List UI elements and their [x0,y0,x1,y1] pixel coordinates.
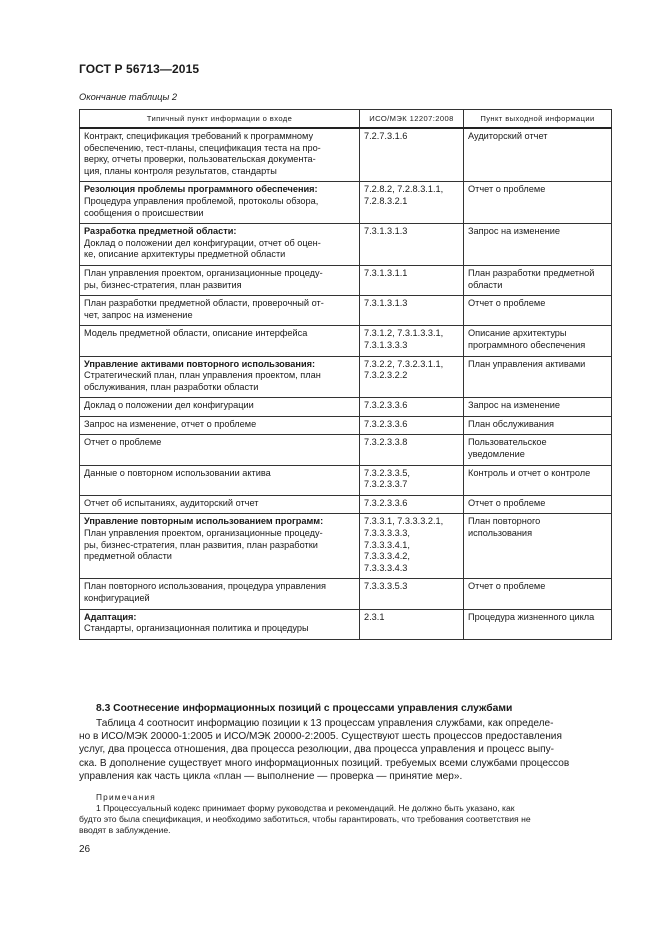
iso-clause-line: 2.3.1 [364,611,385,622]
table-row [80,416,612,435]
cell-text-line: сообщения о происшествии [84,207,204,218]
note-line: вводят в заблуждение. [79,825,171,836]
cell-input-info [80,128,360,182]
iso-clause-line: 7.3.2.3.3.8 [364,437,408,448]
info-table [79,109,612,640]
iso-clause-line: 7.3.2.3.3.6 [364,418,408,429]
cell-output-info [464,579,612,609]
table-row [80,296,612,326]
table-caption: Окончание таблицы 2 [79,92,178,102]
table-row [80,128,612,182]
iso-clause-line: 7.3.2.3.3.6 [364,400,408,411]
cell-input-info [80,514,360,579]
cell-input-info [80,356,360,398]
column-header-iso: ИСО/МЭК 12207:2008 [360,110,464,129]
section-title: 8.3 Соотнесение информационных позиций с процессами управления службами [96,703,513,714]
cell-iso-reference [360,465,464,495]
output-text-line: Отчет о проблеме [468,497,546,508]
cell-iso-reference [360,356,464,398]
note-1 [79,803,611,837]
output-text-line: План обслуживания [468,418,554,429]
cell-input-info [80,579,360,609]
cell-output-info [464,495,612,514]
cell-text-line: обеспечению, тест-планы, спецификация теста на про- [84,142,321,153]
cell-text-line: Стандарты, организационная политика и процедуры [84,623,309,634]
output-text-line: План повторного [468,516,541,527]
output-text-line: программного обеспечения [468,339,586,350]
cell-input-info [80,609,360,639]
cell-iso-reference [360,182,464,224]
page-number: 26 [79,844,91,855]
output-text-line: План управления активами [468,358,586,369]
cell-text-line: ры, бизнес-стратегия, план развития [84,279,242,290]
cell-text-line: Процедура управления проблемой, протоколы обзора, [84,195,319,206]
cell-iso-reference [360,224,464,266]
iso-clause-line: 7.3.1.2, 7.3.1.3.3.1, [364,328,444,339]
iso-clause-line: 7.3.3.3.4.3 [364,562,408,573]
cell-text-line: Модель предметной области, описание интерфейса [84,328,308,339]
cell-output-info [464,609,612,639]
cell-input-info [80,416,360,435]
table-row [80,326,612,356]
iso-clause-line: 7.3.3.1, 7.3.3.3.2.1, [364,516,444,527]
table-row [80,465,612,495]
cell-input-info [80,265,360,295]
iso-clause-line: 7.3.2.3.3.5, [364,467,410,478]
cell-text-line: Данные о повторном использовании актива [84,467,271,478]
output-text-line: Пользовательское [468,437,547,448]
column-header-output: Пункт выходной информации [464,110,612,129]
cell-output-info [464,416,612,435]
output-text-line: области [468,279,503,290]
document-header: ГОСТ Р 56713—2015 [79,62,200,76]
table-row [80,182,612,224]
table-row [80,224,612,266]
iso-clause-line: 7.2.7.3.1.6 [364,131,408,141]
row-group-title: Резолюция проблемы программного обеспечения: [84,184,318,195]
iso-clause-line: 7.3.1.3.1.1 [364,267,408,278]
cell-text-line: Доклад о положении дел конфигурации, отчет об оцен- [84,237,321,248]
cell-iso-reference [360,514,464,579]
cell-text-line: конфигурацией [84,593,150,603]
paragraph-line: но в ИСО/МЭК 20000-1:2005 и ИСО/МЭК 20000-2:2005. Существуют шесть процессов предоставления [79,731,562,743]
cell-iso-reference [360,296,464,326]
iso-clause-line: 7.3.3.3.4.2, [364,551,410,562]
cell-input-info [80,465,360,495]
cell-input-info [80,224,360,266]
output-text-line: Отчет о проблеме [468,298,546,309]
cell-text-line: обслуживания, план разработки области [84,381,259,392]
cell-output-info [464,224,612,266]
paragraph-line: услуг, два процесса отношения, два процесса резолюции, два процесса управления и процесс выпу- [79,744,555,756]
row-group-title: Разработка предметной области: [84,226,237,237]
cell-input-info [80,296,360,326]
output-text-line: использования [468,528,533,539]
note-line: будто это была спецификация, и необходимо заботиться, чтобы гарантировать, что требования соответствия не [79,814,531,825]
output-text-line: Контроль и отчет о контроле [468,467,591,478]
cell-text-line: ры, бизнес-стратегия, план развития, план разработки [84,539,318,550]
cell-output-info [464,398,612,417]
cell-text-line: Отчет о проблеме [84,437,162,448]
table-body [80,128,612,639]
output-text-line: Аудиторский отчет [468,131,548,141]
cell-iso-reference [360,326,464,356]
cell-text-line: предметной области [84,551,172,562]
cell-input-info [80,398,360,417]
paragraph-line: Таблица 4 соотносит информацию позиции к 13 процессам управления службами, как определе- [96,718,554,729]
cell-input-info [80,326,360,356]
cell-text-line: План управления проектом, организационные процеду- [84,267,323,278]
cell-iso-reference [360,609,464,639]
cell-iso-reference [360,435,464,465]
output-text-line: Запрос на изменение [468,226,561,237]
row-group-title: Управление повторным использованием программ: [84,516,324,527]
paragraph-line: ска. В дополнение существует много информационных позиций. требуемых всеми службами процессов [79,757,570,769]
row-group-title: Адаптация: [84,611,137,622]
cell-output-info [464,514,612,579]
cell-iso-reference [360,579,464,609]
row-group-title: Управление активами повторного использования: [84,358,316,369]
output-text-line: Запрос на изменение [468,400,561,411]
iso-clause-line: 7.3.3.3.3.3, [364,528,410,539]
table-row [80,398,612,417]
cell-iso-reference [360,265,464,295]
cell-iso-reference [360,398,464,417]
table-row [80,495,612,514]
iso-clause-line: 7.3.3.3.5.3 [364,581,408,592]
cell-iso-reference [360,416,464,435]
iso-clause-line: 7.3.2.3.3.7 [364,479,408,490]
cell-output-info [464,465,612,495]
table-row [80,579,612,609]
cell-input-info [80,495,360,514]
table-head [80,110,612,129]
table-row [80,435,612,465]
cell-output-info [464,265,612,295]
output-text-line: Отчет о проблеме [468,184,546,195]
cell-output-info [464,435,612,465]
output-text-line: уведомление [468,449,525,460]
cell-text-line: Отчет об испытаниях, аудиторский отчет [84,497,259,508]
cell-text-line: Запрос на изменение, отчет о проблеме [84,418,257,429]
paragraph-line: управления как часть цикла «план — выполнение — проверка — принятие мер». [79,770,463,782]
note-line: 1 Процессуальный кодекс принимает форму руководства и рекомендаций. Не должно быть указано, как [96,803,515,813]
table-row [80,609,612,639]
output-text-line: Описание архитектуры [468,328,567,339]
column-header-input: Типичный пункт информации о входе [80,110,360,129]
output-text-line: Процедура жизненного цикла [468,611,595,622]
cell-text-line: ция, планы контроля результатов, стандарты [84,165,277,176]
notes-heading: Примечания [96,792,156,802]
iso-clause-line: 7.3.2.3.3.6 [364,497,408,508]
cell-output-info [464,326,612,356]
iso-clause-line: 7.2.8.2, 7.2.8.3.1.1, [364,184,444,195]
cell-iso-reference [360,128,464,182]
cell-text-line: План разработки предметной области, проверочный от- [84,298,324,309]
cell-text-line: верку, отчеты проверки, пользовательская документа- [84,154,316,165]
iso-clause-line: 7.3.1.3.1.3 [364,226,408,237]
cell-text-line: ке, описание архитектуры предметной области [84,249,286,260]
iso-clause-line: 7.3.1.3.3.3 [364,339,408,350]
cell-text-line: Стратегический план, план управления проектом, план [84,370,321,381]
cell-output-info [464,128,612,182]
output-text-line: План разработки предметной [468,267,595,278]
table-row [80,265,612,295]
cell-output-info [464,182,612,224]
cell-input-info [80,435,360,465]
cell-text-line: Контракт, спецификация требований к программному [84,131,314,141]
cell-text-line: План управления проектом, организационные процеду- [84,528,323,539]
cell-output-info [464,356,612,398]
iso-clause-line: 7.3.2.2, 7.3.2.3.1.1, [364,358,444,369]
iso-clause-line: 7.2.8.3.2.1 [364,195,408,206]
cell-text-line: Доклад о положении дел конфигурации [84,400,254,411]
cell-text-line: чет, запрос на изменение [84,309,193,320]
table-row [80,356,612,398]
section-paragraph [79,717,611,783]
table-row [80,514,612,579]
cell-output-info [464,296,612,326]
cell-iso-reference [360,495,464,514]
cell-text-line: План повторного использования, процедура управления [84,581,326,592]
iso-clause-line: 7.3.1.3.1.3 [364,298,408,309]
iso-clause-line: 7.3.2.3.2.2 [364,370,408,381]
cell-input-info [80,182,360,224]
output-text-line: Отчет о проблеме [468,581,546,592]
iso-clause-line: 7.3.3.3.4.1, [364,539,410,550]
